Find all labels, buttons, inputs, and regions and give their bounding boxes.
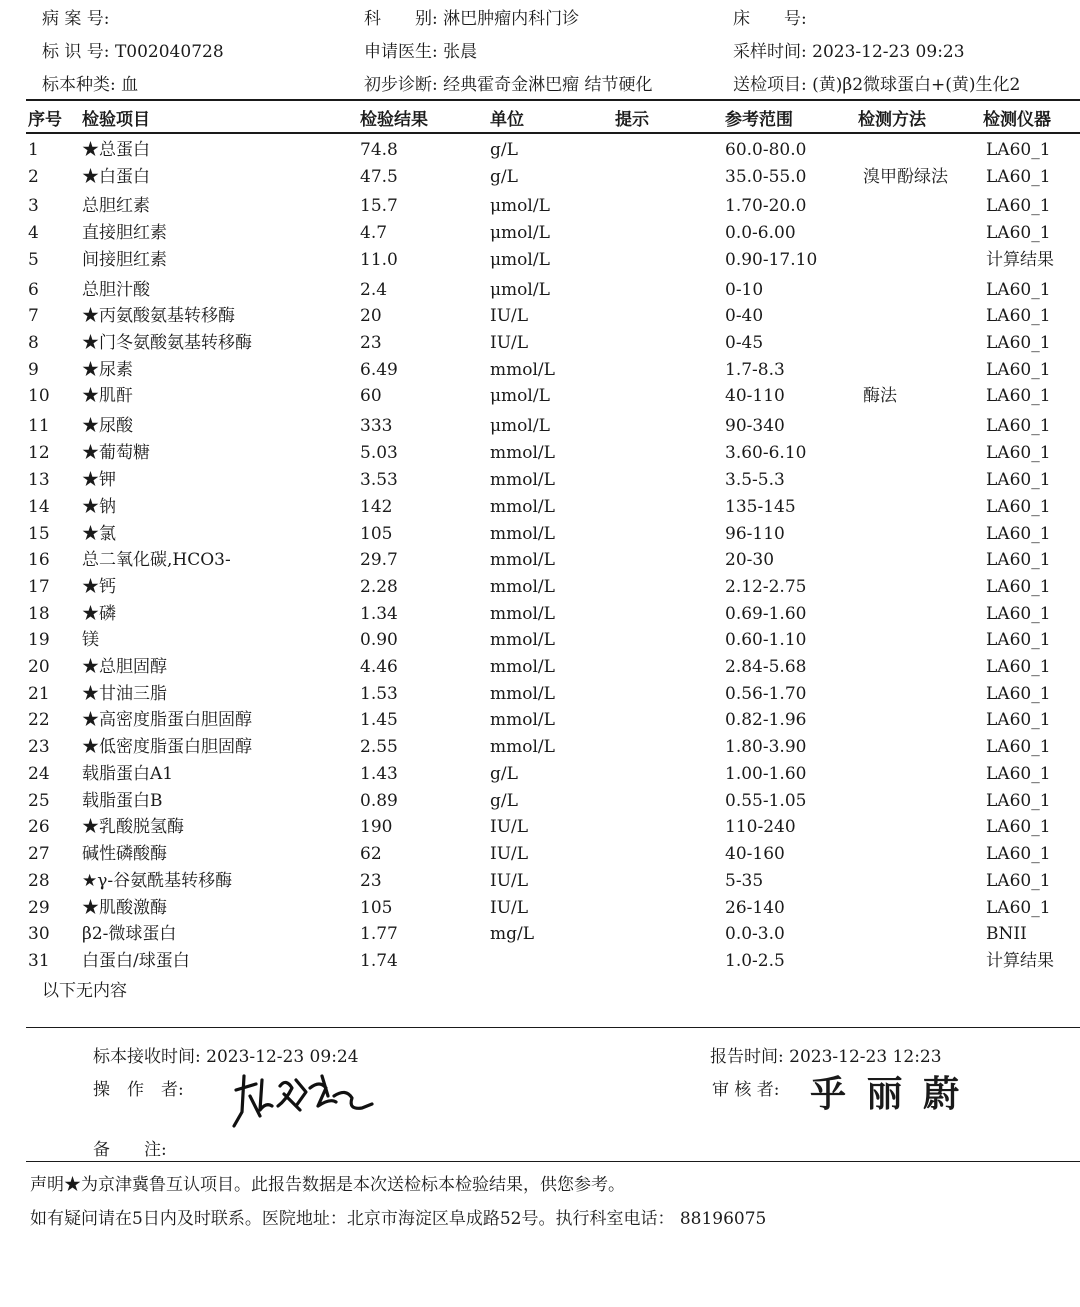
table-row [0, 921, 1080, 948]
table-row [0, 357, 1080, 384]
test-item: ★高密度脂蛋白胆固醇 [82, 710, 252, 730]
test-item: β2-微球蛋白 [82, 924, 177, 944]
table-row [0, 734, 1080, 761]
test-instrument: LA60_1 [986, 817, 1051, 837]
test-result: 0.90 [360, 630, 398, 650]
department-label: 科 别: [364, 9, 438, 29]
test-instrument: LA60_1 [986, 630, 1051, 650]
table-row [0, 948, 1080, 975]
test-instrument: LA60_1 [986, 791, 1051, 811]
result-unit: μmol/L [490, 250, 550, 270]
col-header-unit: 单位 [490, 110, 524, 130]
test-result: 190 [360, 817, 393, 837]
reference-range: 90-340 [725, 416, 785, 436]
col-header-instrument: 检测仪器 [983, 110, 1051, 130]
row-number: 24 [28, 764, 50, 784]
table-row [0, 574, 1080, 601]
bed-number-label: 床 号: [733, 9, 807, 29]
row-number: 26 [28, 817, 50, 837]
result-unit: mmol/L [490, 684, 555, 704]
result-unit: mmol/L [490, 360, 555, 380]
test-instrument: 计算结果 [986, 250, 1054, 270]
table-row [0, 681, 1080, 708]
test-result: 1.53 [360, 684, 398, 704]
test-instrument: LA60_1 [986, 524, 1051, 544]
reference-range: 0.82-1.96 [725, 710, 807, 730]
test-instrument: LA60_1 [986, 386, 1051, 406]
test-item: 白蛋白/球蛋白 [82, 951, 190, 971]
test-items-value: (黄)β2微球蛋白+(黄)生化2 [812, 75, 1021, 95]
reference-range: 1.80-3.90 [725, 737, 807, 757]
reference-range: 2.84-5.68 [725, 657, 807, 677]
test-result: 4.7 [360, 223, 388, 243]
reference-range: 0.69-1.60 [725, 604, 807, 624]
test-result: 15.7 [360, 196, 398, 216]
test-result: 74.8 [360, 140, 398, 160]
test-instrument: LA60_1 [986, 898, 1051, 918]
table-row [0, 814, 1080, 841]
reference-range: 110-240 [725, 817, 796, 837]
table-row [0, 494, 1080, 521]
reference-range: 60.0-80.0 [725, 140, 807, 160]
requesting-doctor-value: 张晨 [443, 42, 478, 62]
report-time-value: 2023-12-23 12:23 [789, 1047, 942, 1067]
test-instrument: LA60_1 [986, 764, 1051, 784]
reference-range: 0-45 [725, 333, 764, 353]
receive-time-value: 2023-12-23 09:24 [206, 1047, 359, 1067]
test-item: ★氯 [82, 524, 116, 544]
result-unit: mmol/L [490, 737, 555, 757]
table-row [0, 841, 1080, 868]
result-unit: μmol/L [490, 223, 550, 243]
row-number: 4 [28, 223, 39, 243]
header-divider [26, 99, 1080, 101]
test-items-field [733, 70, 1080, 95]
test-item: 总胆汁酸 [82, 280, 150, 300]
test-result: 1.77 [360, 924, 398, 944]
table-row [0, 788, 1080, 815]
test-instrument: LA60_1 [986, 844, 1051, 864]
diagnosis-value: 经典霍奇金淋巴瘤 结节硬化 [443, 75, 653, 95]
reference-range: 3.5-5.3 [725, 470, 785, 490]
test-result: 11.0 [360, 250, 398, 270]
row-number: 30 [28, 924, 50, 944]
row-number: 1 [28, 140, 39, 160]
test-instrument: LA60_1 [986, 140, 1051, 160]
reference-range: 0.56-1.70 [725, 684, 807, 704]
result-unit: IU/L [490, 306, 529, 326]
table-row [0, 654, 1080, 681]
diagnosis-label: 初步诊断: [364, 75, 438, 95]
test-result: 23 [360, 333, 382, 353]
table-row [0, 330, 1080, 357]
reference-range: 135-145 [725, 497, 796, 517]
table-row [0, 137, 1080, 164]
table-row [0, 601, 1080, 628]
row-number: 18 [28, 604, 50, 624]
reference-range: 2.12-2.75 [725, 577, 807, 597]
table-row [0, 521, 1080, 548]
row-number: 25 [28, 791, 50, 811]
department-field [364, 4, 579, 29]
test-item: 总二氧化碳,HCO3- [82, 550, 231, 570]
test-item: 直接胆红素 [82, 223, 167, 243]
row-number: 7 [28, 306, 39, 326]
test-item: ★钾 [82, 470, 116, 490]
operator-label: 操 作 者: [93, 1080, 184, 1100]
col-header-hint: 提示 [615, 110, 649, 130]
row-number: 10 [28, 386, 50, 406]
reviewer-signature: 乎 丽 蔚 [810, 1073, 964, 1115]
row-number: 23 [28, 737, 50, 757]
reference-range: 0.60-1.10 [725, 630, 807, 650]
result-unit: μmol/L [490, 196, 550, 216]
table-header-divider [26, 132, 1080, 134]
row-number: 6 [28, 280, 39, 300]
result-unit: g/L [490, 167, 518, 187]
row-number: 19 [28, 630, 50, 650]
test-result: 333 [360, 416, 393, 436]
result-unit: mmol/L [490, 630, 555, 650]
row-number: 27 [28, 844, 50, 864]
col-header-reference: 参考范围 [725, 110, 793, 130]
test-result: 105 [360, 898, 393, 918]
test-item: ★总胆固醇 [82, 657, 167, 677]
row-number: 9 [28, 360, 39, 380]
test-item: ★磷 [82, 604, 116, 624]
table-row [0, 868, 1080, 895]
row-number: 14 [28, 497, 50, 517]
sampling-time-value: 2023-12-23 09:23 [812, 42, 965, 62]
table-row [0, 547, 1080, 574]
reference-range: 20-30 [725, 550, 775, 570]
id-number-label: 标 识 号: [42, 42, 110, 62]
result-unit: g/L [490, 140, 518, 160]
test-instrument: LA60_1 [986, 657, 1051, 677]
test-instrument: LA60_1 [986, 577, 1051, 597]
result-unit: μmol/L [490, 280, 550, 300]
test-items-label: 送检项目: [733, 75, 807, 95]
test-result: 0.89 [360, 791, 398, 811]
test-instrument: LA60_1 [986, 196, 1051, 216]
test-instrument: 计算结果 [986, 951, 1054, 971]
test-result: 60 [360, 386, 382, 406]
col-header-no: 序号 [28, 110, 62, 130]
col-header-item: 检验项目 [82, 110, 150, 130]
test-result: 3.53 [360, 470, 398, 490]
test-item: ★尿酸 [82, 416, 133, 436]
test-item: ★肌酐 [82, 386, 133, 406]
test-method: 溴甲酚绿法 [863, 167, 948, 187]
table-row [0, 193, 1080, 220]
test-result: 2.55 [360, 737, 398, 757]
col-header-method: 检测方法 [858, 110, 926, 130]
test-instrument: LA60_1 [986, 167, 1051, 187]
test-method: 酶法 [863, 386, 897, 406]
row-number: 11 [28, 416, 50, 436]
test-item: 镁 [82, 630, 99, 650]
result-unit: g/L [490, 764, 518, 784]
table-row [0, 164, 1080, 191]
result-unit: IU/L [490, 817, 529, 837]
row-number: 20 [28, 657, 50, 677]
result-unit: mmol/L [490, 497, 555, 517]
result-unit: μmol/L [490, 386, 550, 406]
reference-range: 1.70-20.0 [725, 196, 807, 216]
bed-number-field [733, 4, 807, 29]
test-instrument: LA60_1 [986, 871, 1051, 891]
row-number: 15 [28, 524, 50, 544]
test-result: 23 [360, 871, 382, 891]
test-result: 2.28 [360, 577, 398, 597]
table-row [0, 413, 1080, 440]
row-number: 29 [28, 898, 50, 918]
table-row [0, 247, 1080, 274]
test-instrument: LA60_1 [986, 684, 1051, 704]
test-instrument: LA60_1 [986, 280, 1051, 300]
test-instrument: LA60_1 [986, 737, 1051, 757]
row-number: 22 [28, 710, 50, 730]
test-item: ★甘油三脂 [82, 684, 167, 704]
table-row [0, 467, 1080, 494]
test-instrument: LA60_1 [986, 416, 1051, 436]
result-unit: mmol/L [490, 443, 555, 463]
test-item: ★肌酸激酶 [82, 898, 167, 918]
reference-range: 0.55-1.05 [725, 791, 807, 811]
test-item: 载脂蛋白B [82, 791, 163, 811]
test-item: ★乳酸脱氢酶 [82, 817, 184, 837]
id-number-field [42, 37, 224, 62]
remarks-label: 备 注: [93, 1140, 167, 1160]
table-row [0, 895, 1080, 922]
test-instrument: LA60_1 [986, 360, 1051, 380]
table-row [0, 440, 1080, 467]
reference-range: 1.00-1.60 [725, 764, 807, 784]
reference-range: 0-10 [725, 280, 764, 300]
table-row [0, 627, 1080, 654]
test-result: 6.49 [360, 360, 398, 380]
test-result: 5.03 [360, 443, 398, 463]
result-unit: mmol/L [490, 604, 555, 624]
reference-range: 26-140 [725, 898, 785, 918]
result-unit: IU/L [490, 898, 529, 918]
result-unit: mmol/L [490, 550, 555, 570]
table-row [0, 761, 1080, 788]
row-number: 21 [28, 684, 50, 704]
requesting-doctor-field [364, 37, 477, 62]
case-number-label: 病 案 号: [42, 9, 110, 29]
test-instrument: LA60_1 [986, 333, 1051, 353]
row-number: 2 [28, 167, 39, 187]
result-unit: g/L [490, 791, 518, 811]
test-item: 间接胆红素 [82, 250, 167, 270]
test-item: ★门冬氨酸氨基转移酶 [82, 333, 252, 353]
end-of-content-note: 以下无内容 [42, 981, 127, 1001]
specimen-type-value: 血 [121, 75, 139, 95]
result-unit: μmol/L [490, 416, 550, 436]
test-result: 1.45 [360, 710, 398, 730]
col-header-result: 检验结果 [360, 110, 428, 130]
test-item: ★γ-谷氨酰基转移酶 [82, 871, 233, 891]
row-number: 12 [28, 443, 50, 463]
test-result: 1.34 [360, 604, 398, 624]
specimen-type-label: 标本种类: [42, 75, 116, 95]
test-instrument: LA60_1 [986, 710, 1051, 730]
result-unit: mmol/L [490, 577, 555, 597]
reference-range: 1.7-8.3 [725, 360, 785, 380]
reference-range: 40-160 [725, 844, 785, 864]
test-item: ★总蛋白 [82, 140, 150, 160]
result-unit: mmol/L [490, 657, 555, 677]
test-instrument: LA60_1 [986, 497, 1051, 517]
result-unit: IU/L [490, 333, 529, 353]
test-result: 62 [360, 844, 382, 864]
table-row [0, 277, 1080, 304]
sampling-time-field [733, 37, 965, 62]
test-result: 4.46 [360, 657, 398, 677]
case-number-field [42, 4, 110, 29]
test-result: 105 [360, 524, 393, 544]
row-number: 31 [28, 951, 50, 971]
reference-range: 0.0-3.0 [725, 924, 785, 944]
id-number-value: T002040728 [114, 42, 224, 62]
statement-text: 声明★为京津冀鲁互认项目。此报告数据是本次送检标本检验结果，供您参考。 [30, 1175, 625, 1195]
reference-range: 0-40 [725, 306, 764, 326]
row-number: 5 [28, 250, 39, 270]
sampling-time-label: 采样时间: [733, 42, 807, 62]
test-result: 142 [360, 497, 393, 517]
test-item: ★白蛋白 [82, 167, 150, 187]
reference-range: 35.0-55.0 [725, 167, 807, 187]
operator-signature [226, 1066, 376, 1132]
result-unit: mmol/L [490, 470, 555, 490]
row-number: 28 [28, 871, 50, 891]
reference-range: 96-110 [725, 524, 785, 544]
test-item: ★钙 [82, 577, 116, 597]
test-result: 29.7 [360, 550, 398, 570]
receive-time-field [93, 1042, 359, 1067]
row-number: 16 [28, 550, 50, 570]
test-item: ★丙氨酸氨基转移酶 [82, 306, 235, 326]
test-instrument: LA60_1 [986, 470, 1051, 490]
footer-divider [26, 1027, 1080, 1028]
test-instrument: LA60_1 [986, 443, 1051, 463]
test-instrument: BNII [986, 924, 1027, 944]
table-row [0, 707, 1080, 734]
reference-range: 0.90-17.10 [725, 250, 818, 270]
test-item: 载脂蛋白A1 [82, 764, 174, 784]
result-unit: IU/L [490, 871, 529, 891]
reference-range: 40-110 [725, 386, 785, 406]
test-item: ★低密度脂蛋白胆固醇 [82, 737, 252, 757]
test-instrument: LA60_1 [986, 550, 1051, 570]
result-unit: mmol/L [490, 524, 555, 544]
result-unit: mmol/L [490, 710, 555, 730]
reference-range: 1.0-2.5 [725, 951, 785, 971]
row-number: 17 [28, 577, 50, 597]
test-result: 2.4 [360, 280, 388, 300]
test-result: 1.43 [360, 764, 398, 784]
test-item: ★葡萄糖 [82, 443, 150, 463]
reference-range: 3.60-6.10 [725, 443, 807, 463]
report-time-label: 报告时间: [710, 1047, 784, 1067]
reference-range: 5-35 [725, 871, 764, 891]
row-number: 8 [28, 333, 39, 353]
test-instrument: LA60_1 [986, 223, 1051, 243]
test-item: ★尿素 [82, 360, 133, 380]
statement-divider [26, 1161, 1080, 1162]
contact-text: 如有疑问请在5日内及时联系。医院地址：北京市海淀区阜成路52号。执行科室电话： 88196075 [30, 1209, 767, 1229]
table-row [0, 303, 1080, 330]
result-unit: mg/L [490, 924, 535, 944]
test-instrument: LA60_1 [986, 306, 1051, 326]
report-time-field [710, 1042, 942, 1067]
reference-range: 0.0-6.00 [725, 223, 796, 243]
test-item: 总胆红素 [82, 196, 150, 216]
test-instrument: LA60_1 [986, 604, 1051, 624]
test-result: 47.5 [360, 167, 398, 187]
table-row [0, 220, 1080, 247]
test-item: ★钠 [82, 497, 116, 517]
test-result: 20 [360, 306, 382, 326]
result-unit: IU/L [490, 844, 529, 864]
reviewer-label: 审 核 者: [712, 1080, 780, 1100]
table-row [0, 383, 1080, 410]
receive-time-label: 标本接收时间: [93, 1047, 201, 1067]
row-number: 3 [28, 196, 39, 216]
test-result: 1.74 [360, 951, 398, 971]
diagnosis-field [364, 70, 653, 95]
test-item: 碱性磷酸酶 [82, 844, 167, 864]
department-value: 淋巴肿瘤内科门诊 [443, 9, 580, 29]
specimen-type-field [42, 70, 138, 95]
row-number: 13 [28, 470, 50, 490]
requesting-doctor-label: 申请医生: [364, 42, 438, 62]
